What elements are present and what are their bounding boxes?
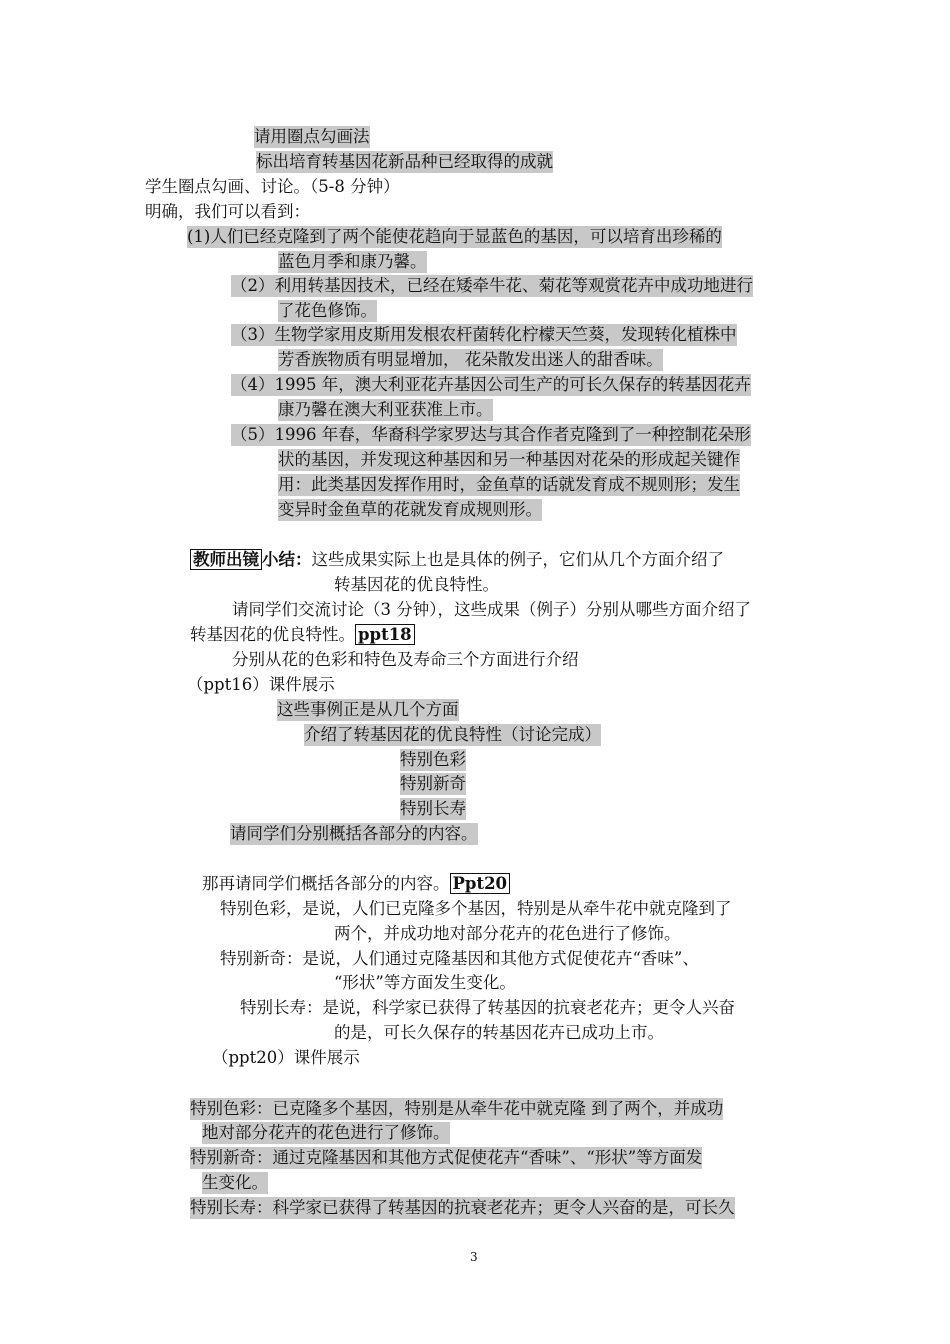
summary-text-cont: 转基因花的优良特性。	[334, 575, 499, 594]
achievement-1-cont: 蓝色月季和康乃馨。	[278, 252, 427, 271]
courseware-ppt20: （ppt20）课件展示	[212, 1048, 360, 1067]
achievement-1: (1)人们已经克隆到了两个能使花趋向于显蓝色的基因，可以培育出珍稀的	[187, 227, 722, 246]
explain-color: 特别色彩，是说，人们已克隆多个基因，特别是从牵牛花中就克隆到了	[220, 899, 732, 918]
summary-line	[190, 549, 724, 571]
final-color-cont: 地对部分花卉的花色进行了修饰。	[202, 1123, 450, 1142]
ppt18-label: ppt18	[355, 624, 415, 645]
clear-statement: 明确，我们可以看到：	[145, 202, 310, 221]
second-prompt-text: 那再请同学们概括各部分的内容。	[202, 874, 450, 893]
teacher-on-camera-label: 教师出镜	[190, 549, 262, 570]
discussion-prompt-cont	[190, 624, 415, 646]
slide-line-1: 这些事例正是从几个方面	[277, 700, 459, 719]
achievement-2-cont: 了花色修饰。	[278, 301, 377, 320]
explain-longevity: 特别长寿：是说，科学家已获得了转基因的抗衰老花卉；更令人兴奋	[240, 998, 735, 1017]
discussion-prompt: 请同学们交流讨论（3 分钟），这些成果（例子）分别从哪些方面介绍了	[232, 600, 751, 619]
student-activity: 学生圈点勾画、讨论。（5-8 分钟）	[145, 177, 400, 196]
discussion-prompt-text: 转基因花的优良特性。	[190, 625, 355, 644]
discussion-answer: 分别从花的色彩和特色及寿命三个方面进行介绍	[232, 650, 579, 669]
achievement-2: （2）利用转基因技术，已经在矮牵牛花、菊花等观赏花卉中成功地进行	[231, 276, 753, 295]
achievement-4-cont: 康乃馨在澳大利亚获准上市。	[278, 400, 493, 419]
achievement-5-cont: 用：此类基因发挥作用时，金鱼草的话就发育成不规则形；发生	[278, 475, 740, 494]
second-prompt	[202, 873, 510, 895]
summarize-prompt: 请同学们分别概括各部分的内容。	[230, 824, 478, 843]
achievement-3-cont: 芳香族物质有明显增加， 花朵散发出迷人的甜香味。	[278, 350, 663, 369]
courseware-ppt16: （ppt16）课件展示	[187, 675, 335, 694]
final-color: 特别色彩：已克隆多个基因，特别是从牵牛花中就克隆 到了两个，并成功	[190, 1099, 724, 1118]
achievement-5-cont: 状的基因，并发现这种基因和另一种基因对花朵的形成起关键作	[278, 450, 740, 469]
explain-longevity-cont: 的是，可长久保存的转基因花卉已成功上市。	[334, 1023, 664, 1042]
page-number: 3	[470, 1250, 478, 1264]
final-longevity: 特别长寿：科学家已获得了转基因的抗衰老花卉；更令人兴奋的是，可长久	[190, 1198, 735, 1217]
instruction-line-2: 标出培育转基因花新品种已经取得的成就	[256, 152, 553, 171]
explain-color-cont: 两个，并成功地对部分花卉的花色进行了修饰。	[334, 924, 681, 943]
final-novel: 特别新奇：通过克隆基因和其他方式促使花卉“香味”、“形状”等方面发	[190, 1148, 703, 1167]
achievement-3: （3）生物学家用皮斯用发根农杆菌转化柠檬天竺葵，发现转化植株中	[231, 325, 737, 344]
explain-novel-cont: “形状”等方面发生变化。	[334, 973, 516, 992]
instruction-line-1: 请用圈点勾画法	[254, 127, 370, 146]
achievement-5-cont: 变异时金鱼草的花就发育成规则形。	[278, 500, 542, 519]
ppt20-label: Ppt20	[450, 873, 511, 894]
slide-line-2: 介绍了转基因花的优良特性（讨论完成）	[304, 725, 601, 744]
feature-color: 特别色彩	[400, 750, 466, 769]
summary-text: 这些成果实际上也是具体的例子，它们从几个方面介绍了	[311, 550, 724, 569]
achievement-5: （5）1996 年春，华裔科学家罗达与其合作者克隆到了一种控制花朵形	[231, 425, 751, 444]
explain-novel: 特别新奇：是说，人们通过克隆基因和其他方式促使花卉“香味”、	[220, 949, 699, 968]
feature-longevity: 特别长寿	[400, 799, 466, 818]
achievement-4: （4）1995 年，澳大利亚花卉基因公司生产的可长久保存的转基因花卉	[231, 375, 751, 394]
final-novel-cont: 生变化。	[202, 1173, 268, 1192]
feature-novel: 特别新奇	[400, 774, 466, 793]
summary-label: 小结：	[262, 550, 312, 569]
